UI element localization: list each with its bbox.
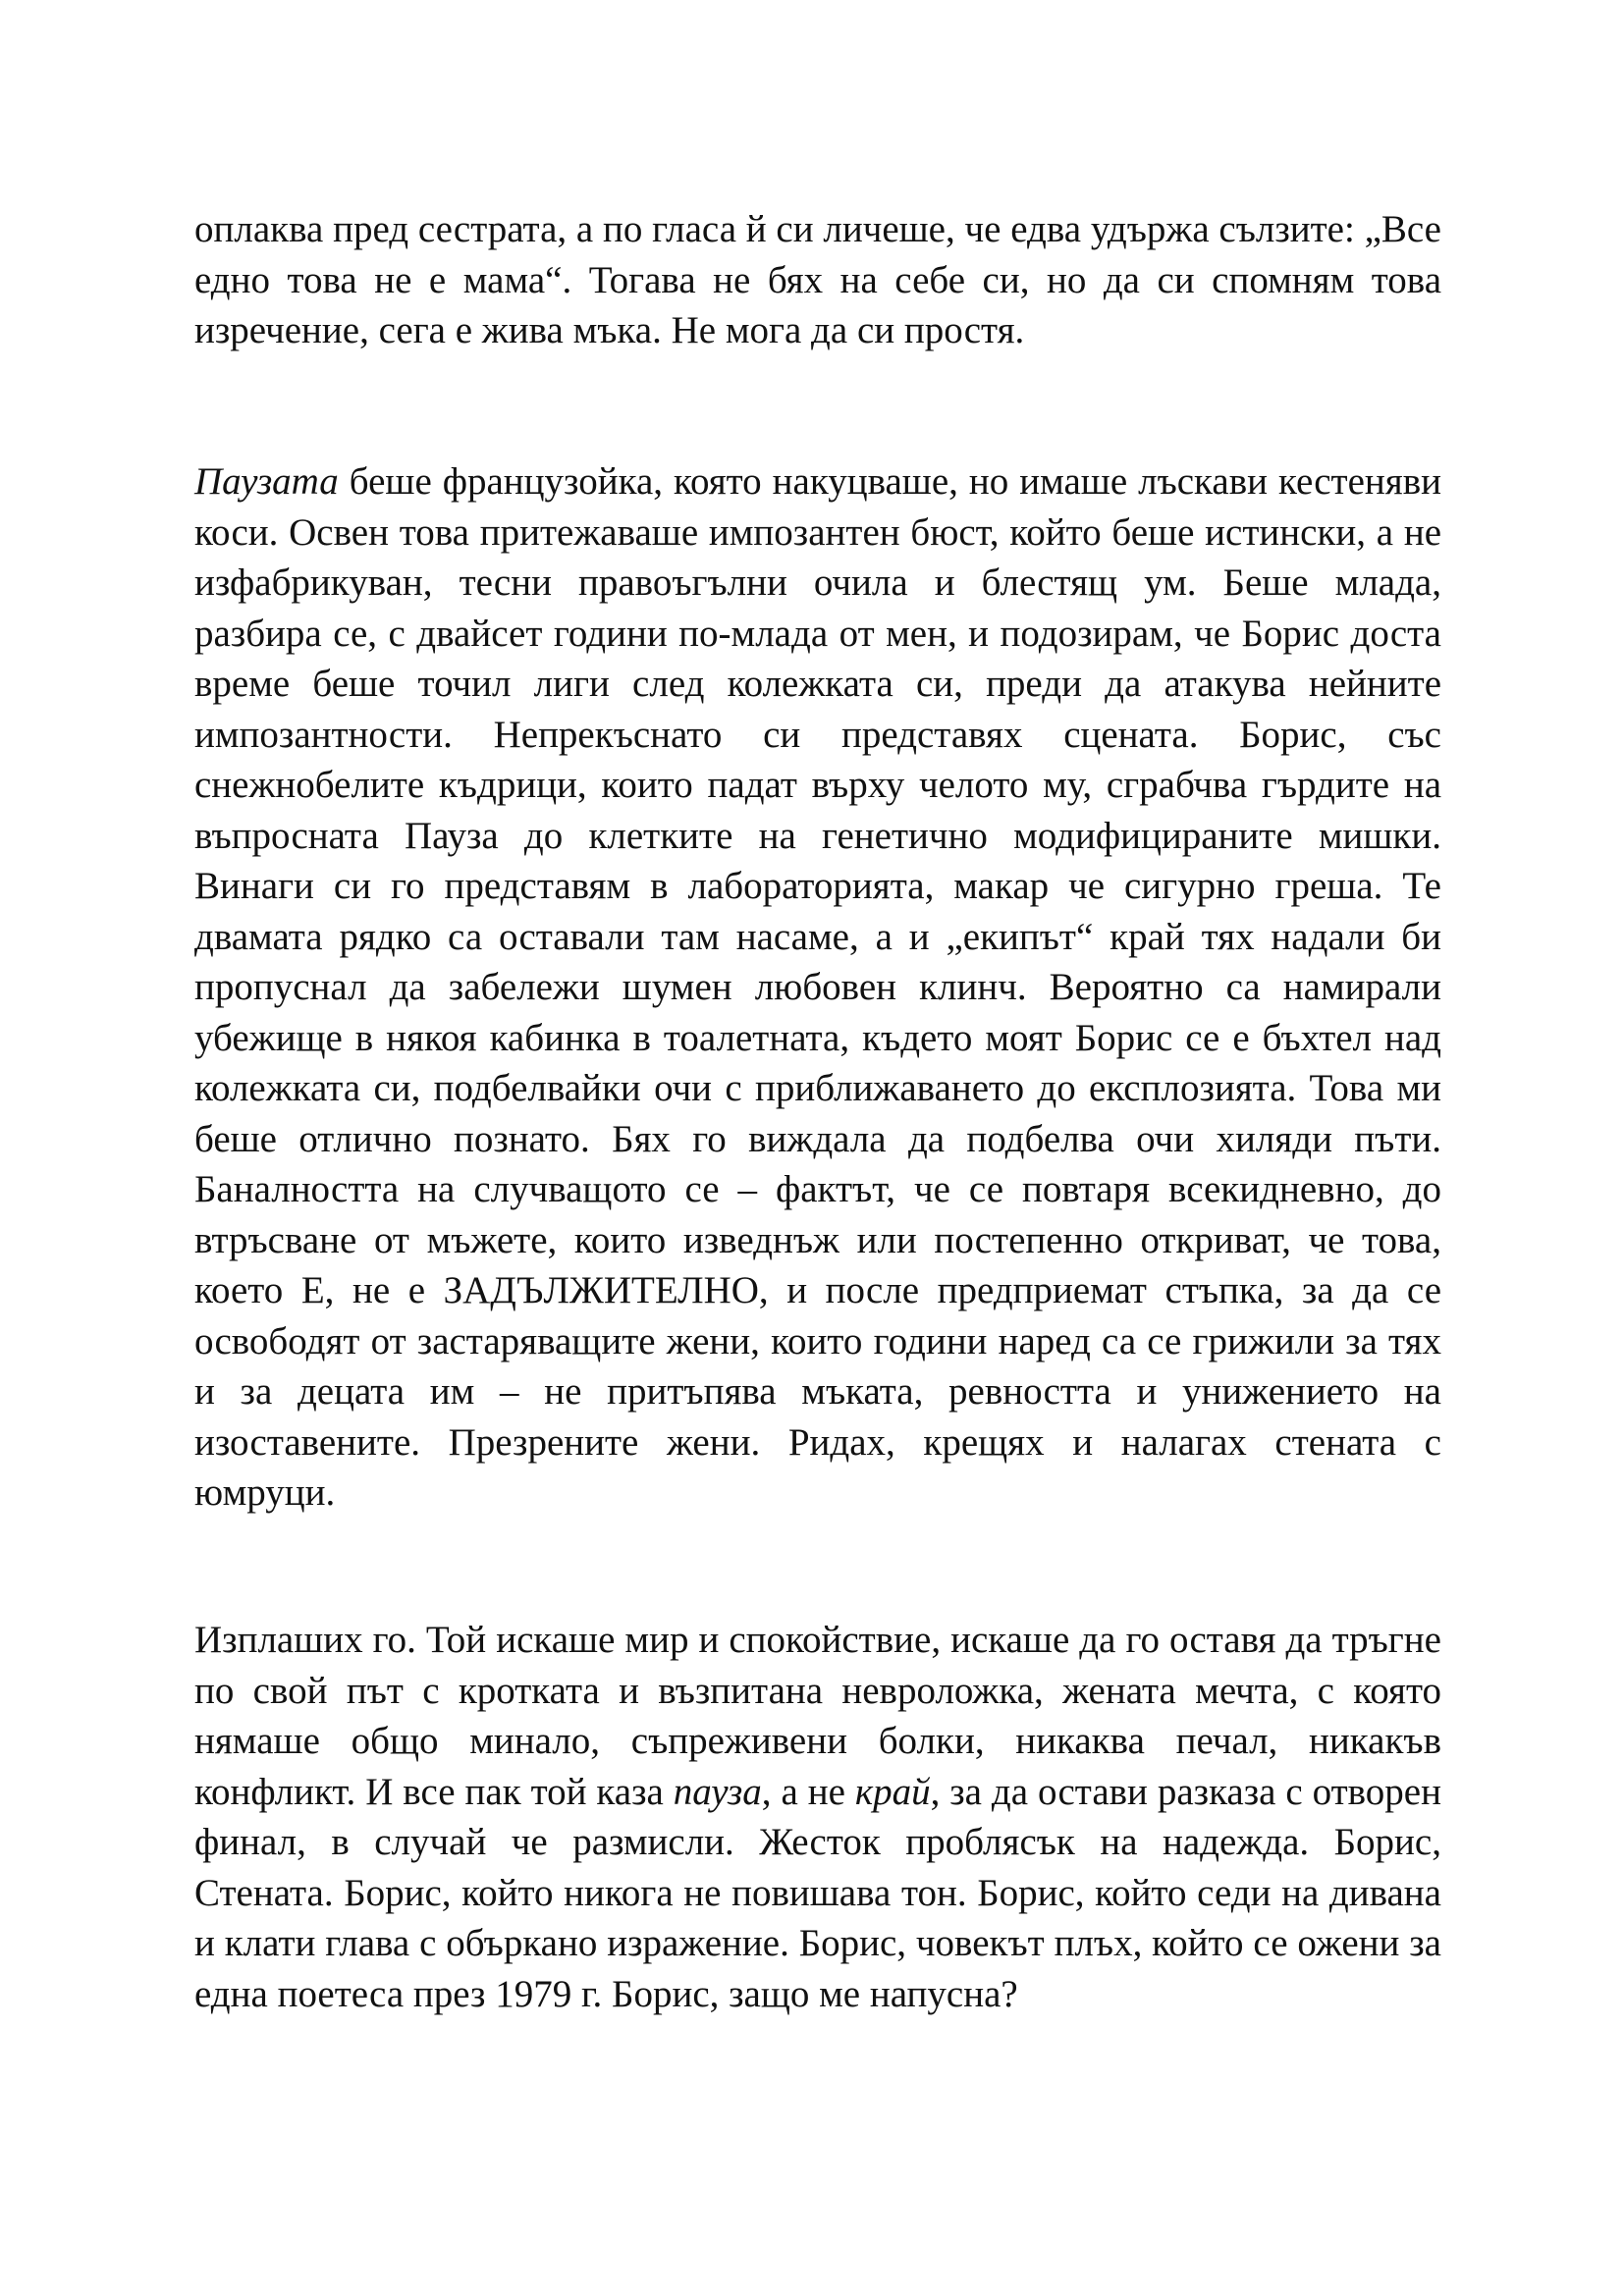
paragraph-2 — [194, 456, 1441, 1519]
paragraph-3-text-c: , за да остави разказа с отворен финал, в случай че размисли. Жесток проблясък на надежда. Борис, Стената. Борис, който никога не повишава тон. Борис, който седи на дивана и клати глава с объркано изражение. Борис, човекът плъх, който се ожени за една поетеса през 1979 г. Борис, защо ме напусна? — [194, 1770, 1441, 2015]
paragraph-3-italic-pause: пауза — [673, 1770, 762, 1813]
paragraph-2-text: беше французойка, която накуцваше, но имаше лъскави кестеняви коси. Освен това притежаваше импозантен бюст, който беше истински, а не изфабрикуван, тесни правоъгълни очила и блестящ ум. Беше млада, разбира се, с двайсет години по-млада от мен, и подозирам, че Борис доста време беше точил лиги след колежката си, преди да атакува нейните импозантности. Непрекъснато си представях сцената. Борис, със снежнобелите къдрици, които падат върху челото му, сграбчва гърдите на въпросната Пауза до клетките на генетично модифицираните мишки. Винаги си го представям в лабораторията, макар че сигурно греша. Те двамата рядко са оставали там насаме, а и „екипът“ край тях надали би пропуснал да забележи шумен любовен клинч. Вероятно са намирали убежище в някоя кабинка в тоалетната, където моят Борис се е бъхтел над колежката си, подбелвайки очи с приближаването до експлозията. Това ми беше отлично познато. Бях го виждала да подбелва очи хиляди пъти. Баналността на случващото се – фактът, че се повтаря всекидневно, до втръсване от мъжете, които изведнъж или постепенно откриват, че това, което Е, не е ЗАДЪЛЖИТЕЛНО, и после предприемат стъпка, за да се освободят от застаряващите жени, които години наред са се грижили за тях и за децата им – не притъпява мъката, ревността и унижението на изоставените. Презрените жени. Ридах, крещях и налагах стената с юмруци. — [194, 460, 1441, 1514]
paragraph-3 — [194, 1615, 1441, 2019]
paragraph-3-text-b: , а не — [761, 1770, 855, 1813]
paragraph-2-italic-word: Паузата — [194, 460, 339, 503]
paragraph-3-text-a: Изплаших го. Той искаше мир и спокойствие, искаше да го оставя да тръгне по свой път с кротката и възпитана невроложка, жената мечта, с която нямаше общо минало, съпреживени болки, никаква печал, никакъв конфликт. И все пак той каза — [194, 1619, 1441, 1813]
paragraph-1 — [194, 204, 1441, 356]
paragraph-1-text: оплаква пред сестрата, а по гласа й си личеше, че едва удържа сълзите: „Все едно това не е мама“. Тогава не бях на себе си, но да си спомням това изречение, сега е жива мъка. Не мога да си простя. — [194, 208, 1441, 351]
paragraph-3-italic-end: край — [854, 1770, 931, 1813]
